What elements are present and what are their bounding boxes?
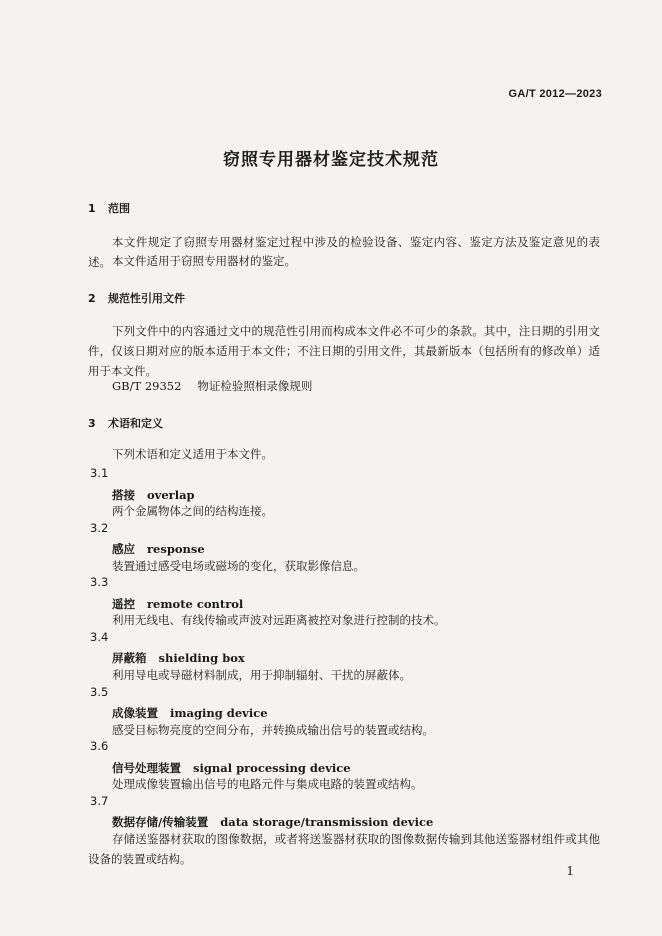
term-definition: 存储送鉴器材获取的图像数据，或者将送鉴器材获取的图像数据传输到其他送鉴器材组件或其他设备的装置或结构。: [88, 832, 600, 866]
term-number: 3.4: [90, 630, 109, 644]
term-number: 3.3: [90, 575, 109, 589]
document-title: 窃照专用器材鉴定技术规范: [223, 150, 439, 170]
term-zh: 屏蔽箱: [112, 651, 147, 665]
section-2-heading: [88, 290, 185, 306]
term-number: 3.1: [90, 466, 109, 480]
term-definition: 感受目标物亮度的空间分布，并转换成输出信号的装置或结构。: [112, 723, 434, 737]
section-1-paragraph-2: 本文件适用于窃照专用器材的鉴定。: [112, 254, 296, 268]
term-definition: 两个金属物体之间的结构连接。: [112, 504, 273, 518]
section-number: 2: [88, 292, 96, 305]
term-zh: 成像装置: [112, 706, 158, 720]
page-number: 1: [566, 864, 574, 878]
term-name: [112, 650, 245, 666]
term-zh: 信号处理装置: [112, 761, 181, 775]
section-number: 1: [88, 202, 96, 215]
reference-title: 物证检验照相录像规则: [197, 379, 313, 393]
term-en: overlap: [147, 488, 195, 502]
term-definition: 装置通过感受电场或磁场的变化，获取影像信息。: [112, 559, 365, 573]
term-name: [112, 814, 433, 830]
term-en: data storage/transmission device: [220, 815, 434, 829]
term-zh: 数据存储/传输装置: [112, 815, 209, 829]
term-en: shielding box: [158, 651, 245, 665]
term-name: [112, 705, 268, 721]
reference-code: GB/T 29352: [112, 379, 182, 393]
term-en: imaging device: [170, 706, 268, 720]
term-name: [112, 541, 205, 557]
term-zh: 感应: [112, 542, 135, 556]
term-definition: 利用无线电、有线传输或声波对远距离被控对象进行控制的技术。: [112, 613, 446, 627]
section-3-intro: 下列术语和定义适用于本文件。: [112, 447, 273, 461]
term-en: response: [147, 542, 205, 556]
section-2-paragraph-1: 下列文件中的内容通过文中的规范性引用而构成本文件必不可少的条款。其中，注日期的引用文件，仅该日期对应的版本适用于本文件；不注日期的引用文件，其最新版本（包括所有的修改单）适用于本文件。: [88, 324, 600, 378]
term-en: signal processing device: [193, 761, 351, 775]
section-number: 3: [88, 417, 96, 430]
term-number: 3.2: [90, 521, 109, 535]
term-zh: 遥控: [112, 597, 135, 611]
section-title: 规范性引用文件: [108, 292, 185, 305]
term-definition: 利用导电或导磁材料制成，用于抑制辐射、干扰的屏蔽体。: [112, 668, 411, 682]
section-1-heading: [88, 200, 130, 216]
term-number: 3.7: [90, 794, 109, 808]
section-title: 术语和定义: [108, 417, 163, 430]
section-title: 范围: [108, 202, 130, 215]
term-number: 3.6: [90, 739, 109, 753]
term-zh: 搭接: [112, 488, 135, 502]
term-en: remote control: [147, 597, 244, 611]
normative-reference: [112, 378, 312, 394]
section-3-heading: [88, 415, 163, 431]
standard-code: GA/T 2012—2023: [508, 88, 602, 100]
term-definition: 处理成像装置输出信号的电路元件与集成电路的装置或结构。: [112, 777, 423, 791]
section-1-paragraph-1: 本文件规定了窃照专用器材鉴定过程中涉及的检验设备、鉴定内容、鉴定方法及鉴定意见的表述。: [88, 235, 600, 269]
term-number: 3.5: [90, 685, 109, 699]
